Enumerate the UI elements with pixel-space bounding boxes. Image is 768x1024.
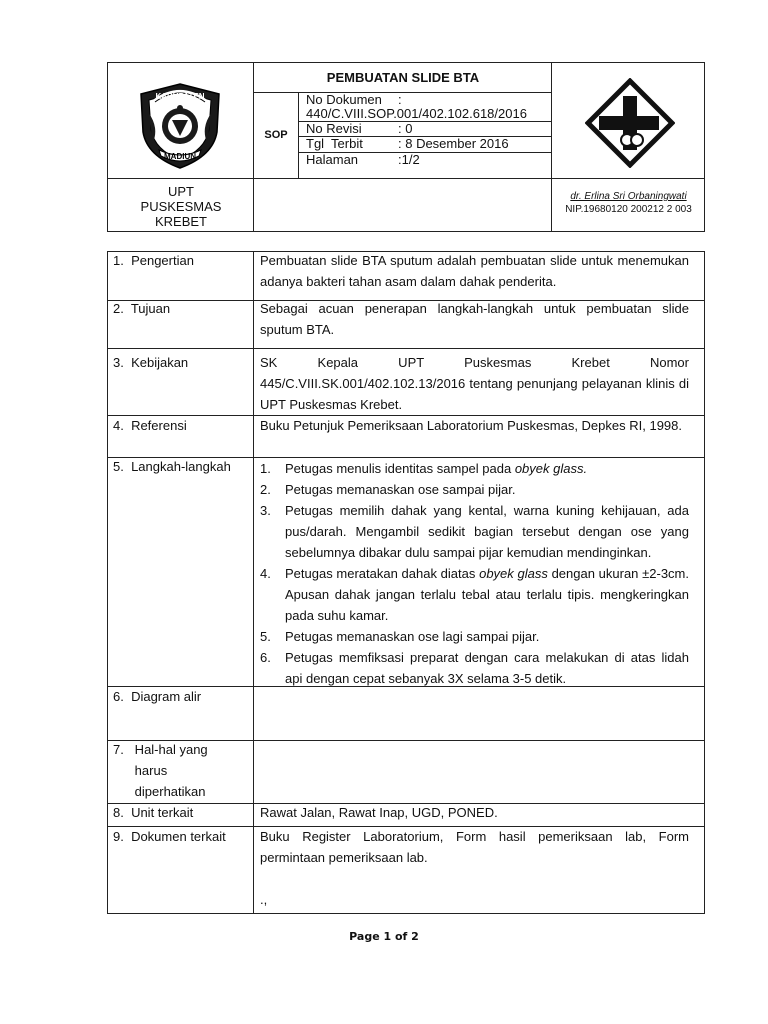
signer-nip: NIP.19680120 200212 2 003	[565, 204, 692, 215]
step-number: 1.	[260, 461, 271, 476]
page-number: Page 1 of 2	[349, 930, 419, 943]
halaman-label: Halaman	[306, 152, 359, 167]
section-label-tujuan: 2. Tujuan	[113, 301, 171, 316]
organization-name	[108, 184, 254, 229]
signature-block	[552, 190, 705, 216]
column-divider	[253, 251, 254, 914]
no-dokumen-sep: :	[398, 92, 402, 107]
no-dokumen-value: 440/C.VIII.SOP.001/402.102.618/2016	[306, 106, 527, 121]
step-item	[260, 626, 689, 647]
step-item	[260, 479, 689, 500]
section-text-kebijakan: SK Kepala UPT Puskesmas Krebet Nomor 445/C.VIII.SK.001/402.102.13/2016 tentang penunjang pelayanan klinis di UPT Puskesmas Krebet.	[260, 355, 689, 412]
no-revisi-label: No Revisi	[306, 121, 362, 136]
step-item	[260, 563, 689, 626]
step-text-italic: obyek glass	[479, 566, 548, 581]
tgl-terbit-value: : 8 Desember 2016	[398, 136, 509, 151]
signer-name: dr. Erlina Sri Orbaningwati	[570, 191, 687, 202]
section-text-dokumen-extra: .,	[260, 892, 268, 907]
step-number: 6.	[260, 650, 271, 665]
halaman-value: :1/2	[398, 152, 420, 167]
step-item	[260, 500, 689, 563]
section-text-dokumen: Buku Register Laboratorium, Form hasil pemeriksaan lab, Form permintaan pemeriksaan lab.	[260, 829, 689, 865]
puskesmas-cross-icon	[585, 78, 675, 168]
section-label-kebijakan: 3. Kebijakan	[113, 355, 189, 370]
step-number: 2.	[260, 482, 271, 497]
section-label-referensi: 4. Referensi	[113, 418, 187, 433]
step-text: Petugas memfiksasi preparat dengan cara melakukan di atas lidah api dengan cepat sebanyak 3X selama 3-5 detik.	[285, 650, 689, 686]
step-text: Petugas menulis identitas sampel pada	[285, 461, 515, 476]
step-number: 3.	[260, 503, 271, 518]
step-text: Petugas meratakan dahak diatas	[285, 566, 480, 581]
regency-emblem-icon	[133, 80, 227, 172]
section-label-unit: 8. Unit terkait	[113, 805, 194, 820]
step-number: 5.	[260, 629, 271, 644]
step-text: Petugas memanaskan ose sampai pijar.	[285, 482, 516, 497]
halaman-row	[306, 152, 420, 167]
document-title: PEMBUATAN SLIDE BTA	[326, 70, 480, 85]
section-label-pengertian: 1. Pengertian	[113, 253, 194, 268]
step-text-italic: obyek glass.	[514, 461, 588, 476]
section-label-diagram: 6. Diagram alir	[113, 689, 202, 704]
tgl-terbit-row	[306, 136, 509, 151]
section-text-referensi: Buku Petunjuk Pemeriksaan Laboratorium Puskesmas, Depkes RI, 1998.	[260, 418, 682, 433]
sop-label: SOP	[264, 129, 288, 141]
step-text: Petugas memilih dahak yang kental, warna kuning kehijauan, ada pus/darah. Mengambil sedikit bagian tersebut dengan ose yang sebelumnya dibakar dulu sampai pijar kemudian mendinginkan.	[285, 503, 689, 560]
step-item	[260, 458, 689, 479]
no-dokumen-row	[306, 92, 402, 107]
header-divider	[298, 92, 299, 178]
org-line: KREBET	[154, 214, 207, 229]
section-label-hal-hal: 7. Hal-hal yang harus diperhatikan	[113, 742, 208, 799]
section-text-unit: Rawat Jalan, Rawat Inap, UGD, PONED.	[260, 805, 498, 820]
no-dokumen-label: No Dokumen	[306, 92, 382, 107]
logo-text-top: KABUPATEN	[155, 92, 205, 101]
step-text: Petugas memanaskan ose lagi sampai pijar.	[285, 629, 540, 644]
step-number: 4.	[260, 566, 271, 581]
header-divider	[107, 178, 705, 179]
logo-text-bottom: MADIUN	[164, 152, 196, 161]
section-text-tujuan: Sebagai acuan penerapan langkah-langkah untuk pembuatan slide sputum BTA.	[260, 301, 689, 337]
tgl-terbit-label: Tgl Terbit	[306, 136, 363, 151]
step-text: dengan ukuran ±2-3cm. Apusan dahak jangan terlalu tebal atau terlalu tipis. mengkeringkan pada suhu kamar.	[285, 566, 689, 623]
no-revisi-row	[306, 121, 412, 136]
section-text-pengertian: Pembuatan slide BTA sputum adalah pembuatan slide untuk menemukan adanya bakteri tahan asam dalam dahak penderita.	[260, 253, 689, 289]
step-item	[260, 647, 689, 689]
no-revisi-value: : 0	[398, 121, 413, 136]
section-label-langkah: 5. Langkah-langkah	[113, 459, 231, 474]
org-line: PUSKESMAS	[140, 199, 222, 214]
row-divider	[107, 348, 705, 349]
section-label-dokumen: 9. Dokumen terkait	[113, 829, 226, 844]
steps-list	[260, 458, 689, 689]
org-line: UPT	[168, 184, 194, 199]
